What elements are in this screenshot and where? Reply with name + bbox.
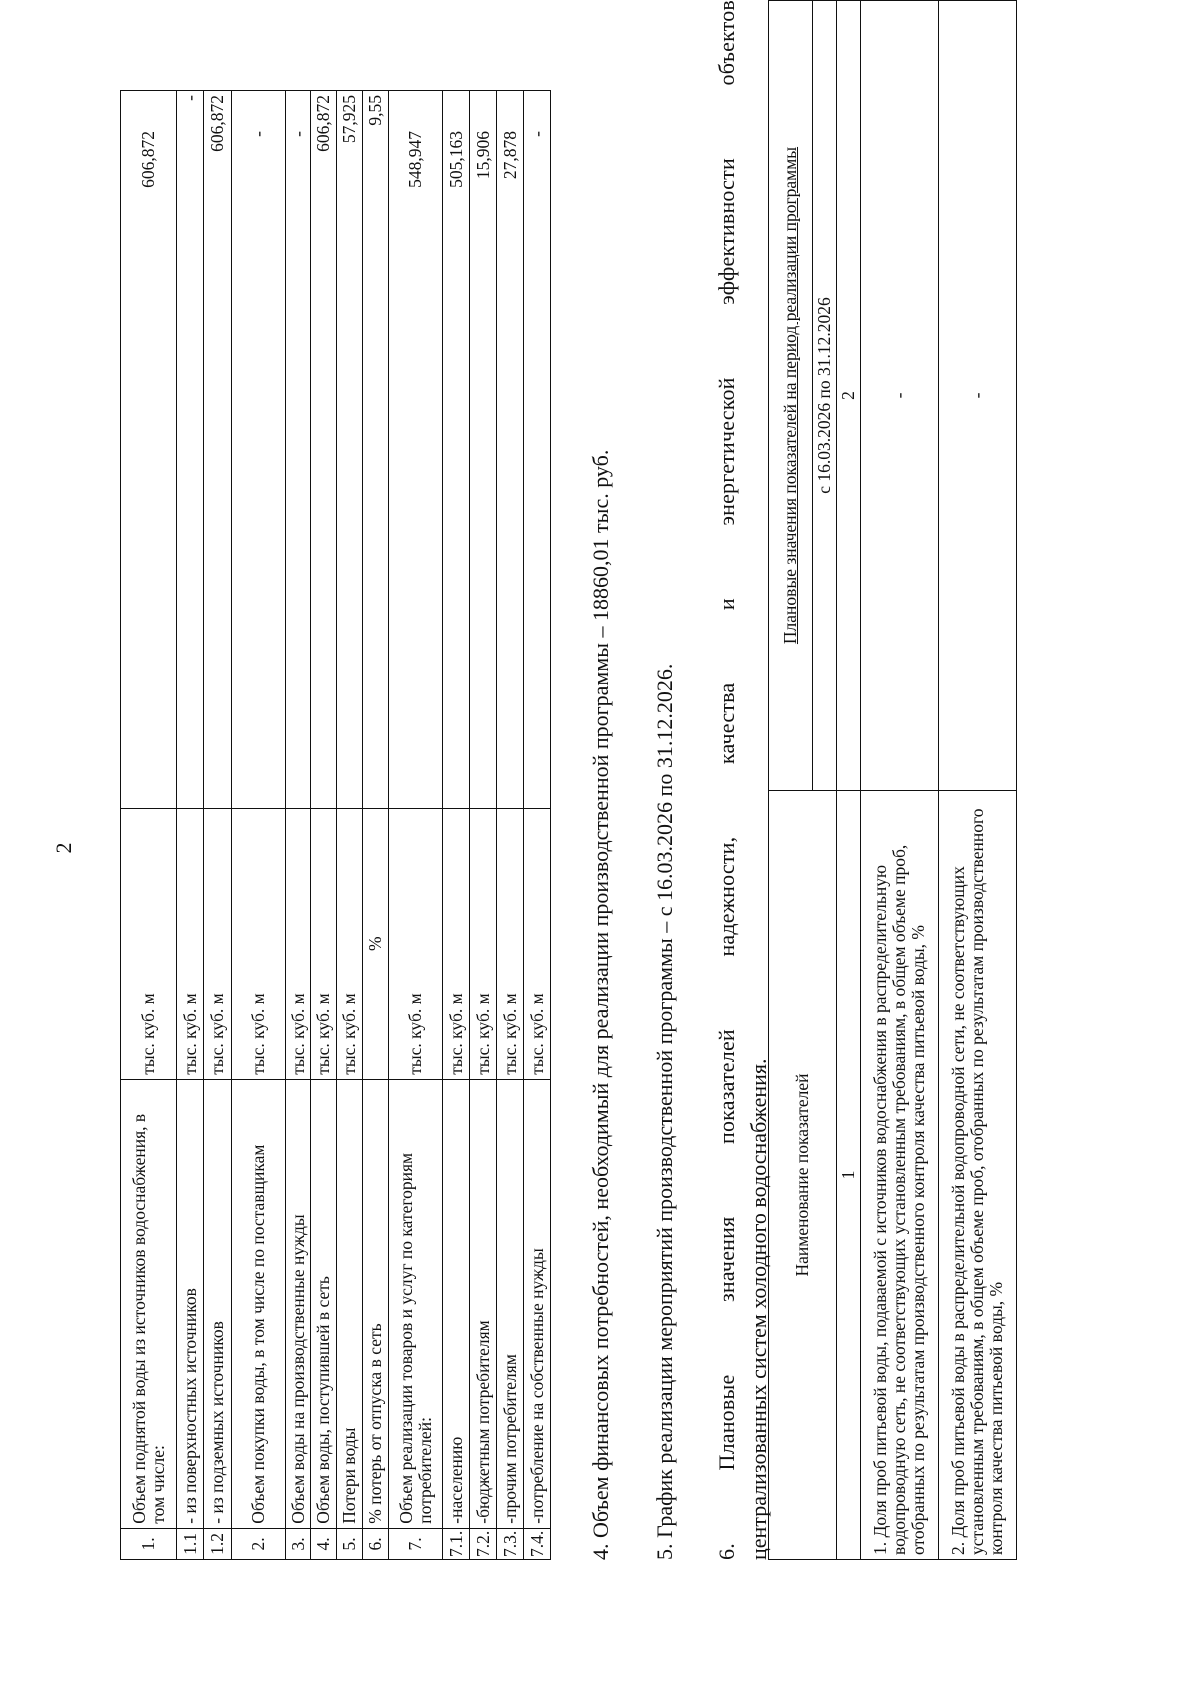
indicator-value: - [861,1,939,791]
table-row [363,91,389,1560]
indicator-name: 2. Доля проб питьевой воды в распределительной водопроводной сети, не соответствующих установленным требованиям, в общем объеме проб, отобранных по результатам производственного контроля качества питьевой воды, % [939,791,1017,1560]
row-name: -прочим потребителям [497,1079,524,1528]
row-number: 7. [389,1528,443,1559]
row-value: 606,872 [204,91,232,809]
row-unit: тыс. куб. м [497,808,524,1079]
row-name: -потребление на собственные нужды [524,1079,551,1528]
row-number: 1.2 [204,1528,232,1559]
row-name: -населению [443,1079,470,1528]
row-value: 27,878 [497,91,524,809]
row-number: 4. [311,1528,337,1559]
header-plan [769,1,813,791]
row-number: 7.3. [497,1528,524,1559]
row-number: 6. [363,1528,389,1559]
row-unit: тыс. куб. м [121,808,177,1079]
table-row [232,91,286,1560]
row-name: -бюджетным потребителям [470,1079,497,1528]
row-unit: тыс. куб. м [311,808,337,1079]
page-number: 2 [51,842,76,854]
row-unit: тыс. куб. м [204,808,232,1079]
row-value: 505,163 [443,91,470,809]
row-number: 7.2. [470,1528,497,1559]
row-value: 15,906 [470,91,497,809]
row-unit: тыс. куб. м [443,808,470,1079]
table-row [939,1,1017,1560]
row-value: - [232,91,286,809]
column-number: 1 [837,791,861,1560]
row-name: Объем воды, поступившей в сеть [311,1079,337,1528]
rotated-content [120,0,1110,1560]
indicator-name: 1. Доля проб питьевой воды, подаваемой с источников водоснабжения в распределительную водопроводную сеть, не соответствующих установленным требованиям, в общем объеме проб, отобранных по результатам производственного контроля качества питьевой воды, % [861,791,939,1560]
row-value: - [286,91,311,809]
row-name: % потерь от отпуска в сеть [363,1079,389,1528]
row-unit: тыс. куб. м [524,808,551,1079]
row-number: 3. [286,1528,311,1559]
table-row [311,91,337,1560]
table-row [204,91,232,1560]
section-6-heading: 6. Плановые значения показателей надежности, качества и энергетической эффективности объектов [714,0,739,1560]
header-name: Наименование показателей [769,791,837,1560]
row-name: Объем покупки воды, в том числе по поставщикам [232,1079,286,1528]
row-value: 606,872 [311,91,337,809]
row-number: 1.1 [177,1528,204,1559]
table-row [524,91,551,1560]
row-number: 5. [337,1528,363,1559]
row-value: - [524,91,551,809]
table-row [337,91,363,1560]
section-6-heading-cont: централизованных систем холодного водоснабжения. [746,1058,771,1560]
table-row [121,91,177,1560]
row-value: 606,872 [121,91,177,809]
section-5-text: 5. График реализации мероприятий производственной программы – с 16.03.2026 по 31.12.2026. [652,663,677,1560]
row-name: Потери воды [337,1079,363,1528]
section-4-text: 4. Объем финансовых потребностей, необходимый для реализации производственной программы – 18860,01 тыс. руб. [588,449,613,1560]
row-unit: тыс. куб. м [232,808,286,1079]
row-name: Объем воды на производственные нужды [286,1079,311,1528]
header-period: с 16.03.2026 по 31.12.2026 [813,1,837,791]
row-unit: тыс. куб. м [177,808,204,1079]
table-row [286,91,311,1560]
row-unit: тыс. куб. м [389,808,443,1079]
row-unit: тыс. куб. м [337,808,363,1079]
table-row [443,91,470,1560]
column-number: 2 [837,1,861,791]
table-row [497,91,524,1560]
row-number: 7.4. [524,1528,551,1559]
header-plan-text: Плановые значения показателей на период реализации программы [780,146,800,645]
row-value: 9,55 [363,91,389,809]
row-unit: % [363,808,389,1079]
row-unit: тыс. куб. м [286,808,311,1079]
row-number: 1. [121,1528,177,1559]
row-value: 548,947 [389,91,443,809]
table-row [861,1,939,1560]
water-volume-table [120,90,551,1560]
row-name: - из подземных источников [204,1079,232,1528]
row-number: 2. [232,1528,286,1559]
table-row [177,91,204,1560]
table-row [389,91,443,1560]
table-row [470,91,497,1560]
number-row [837,1,861,1560]
row-value: 57,925 [337,91,363,809]
header-row [769,1,813,1560]
row-number: 7.1. [443,1528,470,1559]
row-value: - [177,91,204,809]
row-name: Объем поднятой воды из источников водоснабжения, в том числе: [121,1079,177,1528]
row-name: - из поверхностных источников [177,1079,204,1528]
row-unit: тыс. куб. м [470,808,497,1079]
row-name: Объем реализации товаров и услуг по категориям потребителей: [389,1079,443,1528]
indicators-table [768,0,1017,1560]
indicator-value: - [939,1,1017,791]
